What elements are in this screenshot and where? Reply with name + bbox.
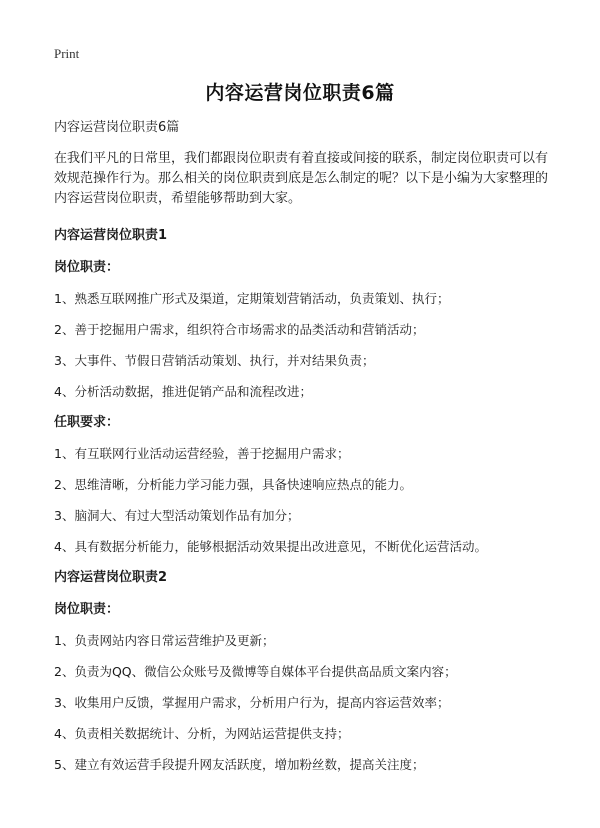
list-item: 3、大事件、节假日营销活动策划、执行，并对结果负责；: [54, 353, 375, 368]
list-item: 1、熟悉互联网推广形式及渠道，定期策划营销活动，负责策划、执行；: [54, 291, 450, 306]
page-title: 内容运营岗位职责6篇: [205, 82, 395, 104]
list-item: 5、建立有效运营手段提升网友活跃度，增加粉丝数，提高关注度；: [54, 757, 425, 772]
document-subtitle: 内容运营岗位职责6篇: [54, 120, 180, 135]
list-item: 3、脑洞大、有过大型活动策划作品有加分；: [54, 508, 300, 523]
document-body: [54, 118, 554, 786]
list-item: 4、具有数据分析能力，能够根据活动效果提出改进意见，不断优化运营活动。: [54, 539, 487, 554]
intro-paragraph: 在我们平凡的日常里，我们都跟岗位职责有着直接或间接的联系，制定岗位职责可以有效规范操作行为。那么相关的岗位职责到底是怎么制定的呢？以下是小编为大家整理的内容运营岗位职责，希望能够帮助到大家。: [54, 151, 549, 206]
requirements-heading: 任职要求：: [54, 415, 120, 430]
list-item: 3、收集用户反馈，掌握用户需求，分析用户行为，提高内容运营效率；: [54, 695, 450, 710]
duties-heading: 岗位职责：: [54, 260, 120, 275]
print-label: Print: [54, 46, 80, 61]
list-item: 1、有互联网行业活动运营经验，善于挖掘用户需求；: [54, 446, 350, 461]
list-item: 2、善于挖掘用户需求，组织符合市场需求的品类活动和营销活动；: [54, 322, 425, 337]
duties-heading: 岗位职责：: [54, 602, 120, 617]
list-item: 1、负责网站内容日常运营维护及更新；: [54, 633, 275, 648]
section-title: 内容运营岗位职责2: [54, 570, 168, 585]
section-title: 内容运营岗位职责1: [54, 228, 168, 243]
list-item: 2、思维清晰，分析能力学习能力强，具备快速响应热点的能力。: [54, 477, 412, 492]
list-item: 4、负责相关数据统计、分析，为网站运营提供支持；: [54, 726, 350, 741]
list-item: 4、分析活动数据，推进促销产品和流程改进；: [54, 384, 312, 399]
list-item: 2、负责为QQ、微信公众账号及微博等自媒体平台提供高品质文案内容；: [54, 664, 457, 679]
